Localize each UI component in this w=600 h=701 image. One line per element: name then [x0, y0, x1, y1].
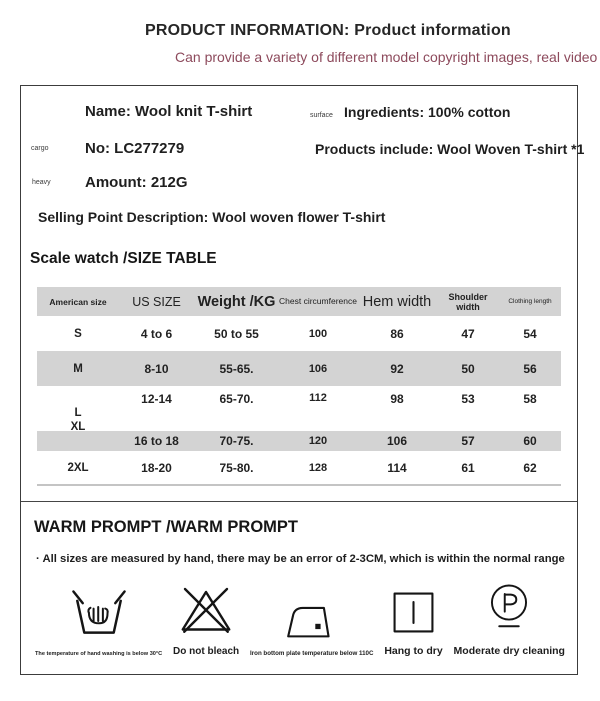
col-us-size: US SIZE	[132, 294, 181, 309]
size-table-heading: Scale watch /SIZE TABLE	[30, 250, 217, 267]
care-item-hang-to-dry	[384, 589, 442, 657]
hem-cell: 92	[390, 361, 404, 376]
cargo-label: cargo	[31, 145, 49, 152]
care-item-iron	[250, 600, 373, 657]
chest-cell: 100	[308, 327, 328, 340]
table-row-2xl	[37, 451, 561, 485]
us-size-cell: 8-10	[144, 361, 169, 376]
care-label: Hang to dry	[384, 645, 443, 657]
weight-cell: 65-70.	[219, 392, 254, 406]
shoulder-cell: 50	[461, 361, 475, 376]
care-item-do-not-bleach	[173, 583, 239, 657]
length-cell: 56	[523, 361, 537, 376]
surface-label: surface	[310, 112, 333, 119]
selling-point: Selling Point Description: Wool woven flower T-shirt	[38, 209, 386, 225]
col-clothing-length: Clothing length	[508, 298, 552, 305]
us-size-cell: 12-14	[141, 392, 172, 406]
size-cell: L	[74, 407, 82, 419]
product-info-box	[20, 85, 585, 675]
iron-icon	[284, 600, 340, 641]
size-cell: 2XL	[67, 461, 89, 474]
chest-cell: 120	[308, 435, 328, 447]
us-size-cell: 18-20	[141, 460, 172, 475]
hem-cell: 86	[390, 326, 404, 341]
size-cell: S	[74, 327, 82, 340]
care-label: Do not bleach	[173, 646, 240, 657]
weight-cell: 70-75.	[219, 434, 254, 448]
care-item-dry-clean	[454, 580, 565, 657]
care-label: Iron bottom plate temperature below 110C	[250, 650, 374, 657]
length-cell: 62	[523, 460, 537, 475]
hand-wash-icon	[68, 586, 130, 642]
shoulder-cell: 57	[461, 434, 475, 448]
weight-cell: 50 to 55	[214, 326, 259, 341]
us-size-cell: 4 to 6	[140, 326, 173, 341]
hem-cell: 98	[390, 392, 404, 406]
table-row-m	[37, 351, 561, 386]
shoulder-cell: 53	[461, 392, 475, 406]
product-name: Name: Wool knit T-shirt	[85, 103, 253, 120]
product-number: No: LC277279	[85, 140, 185, 157]
chest-cell: 128	[308, 461, 328, 474]
page-subtitle: Can provide a variety of different model copyright images, real video	[175, 49, 598, 65]
care-icons-row	[35, 580, 565, 657]
size-cell: M	[73, 362, 83, 375]
product-amount: Amount: 212G	[85, 174, 188, 191]
weight-cell: 75-80.	[219, 460, 254, 475]
care-label: The temperature of hand washing is below 30°C	[35, 651, 163, 657]
page-title: PRODUCT INFORMATION: Product information	[145, 22, 511, 39]
products-include: Products include: Wool Woven T-shirt *1	[315, 141, 585, 157]
shoulder-cell: 61	[461, 460, 475, 475]
col-weight: Weight /KG	[197, 293, 276, 310]
hem-cell: 114	[387, 460, 407, 475]
col-chest-circumference: Chest circumference	[279, 296, 357, 307]
chest-cell: 106	[308, 362, 328, 375]
weight-cell: 55-65.	[219, 361, 254, 376]
do-not-bleach-icon	[176, 583, 236, 637]
shoulder-cell: 47	[461, 326, 475, 341]
table-row-s	[37, 316, 561, 351]
table-row-l	[37, 386, 561, 431]
warm-prompt-heading: WARM PROMPT /WARM PROMPT	[34, 518, 298, 536]
col-american-size: American size	[49, 296, 107, 307]
section-divider	[21, 501, 577, 502]
chest-cell: 112	[309, 392, 327, 404]
us-size-cell: 16 to 18	[134, 434, 179, 448]
warm-prompt-note: · All sizes are measured by hand, there may be an error of 2-3CM, which is within the normal range	[36, 553, 565, 565]
product-ingredients: Ingredients: 100% cotton	[344, 104, 511, 120]
length-cell: 58	[523, 392, 537, 406]
heavy-label: heavy	[32, 179, 51, 186]
length-cell: 60	[523, 434, 537, 448]
hang-to-dry-icon	[390, 589, 437, 636]
care-item-hand-wash	[35, 586, 162, 657]
col-shoulder-width: Shoulder width	[448, 291, 488, 312]
size-cell: XL	[70, 421, 86, 433]
size-table-header-row	[37, 287, 561, 316]
length-cell: 54	[523, 326, 537, 341]
table-row-xl	[37, 431, 561, 451]
care-label: Moderate dry cleaning	[453, 645, 565, 657]
size-table	[37, 287, 561, 486]
hem-cell: 106	[386, 434, 408, 448]
col-hem-width: Hem width	[362, 293, 432, 310]
dry-clean-icon	[484, 580, 534, 636]
